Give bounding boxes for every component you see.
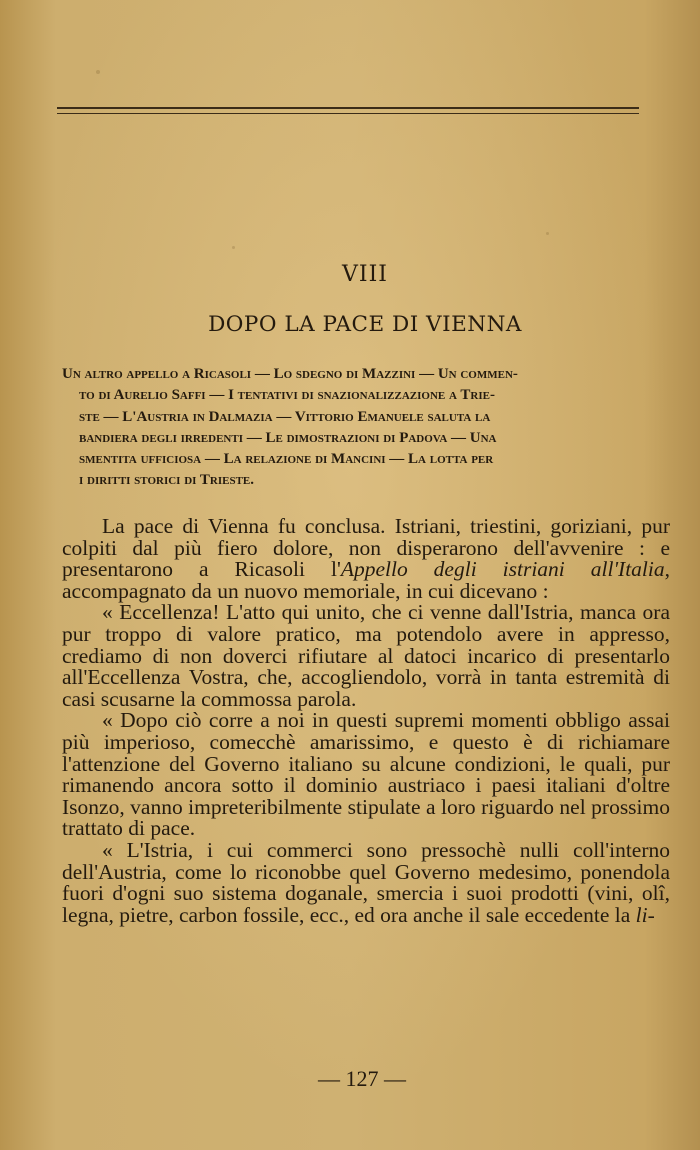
paper-spot	[232, 246, 235, 249]
summary-line: to di Aurelio Saffi — I tentativi di snazionalizzazione a Trie-	[79, 387, 495, 404]
paragraph-text: , accompagnato da un nuovo memoriale, in cui dicevano :	[62, 557, 670, 603]
italic-fragment: li-	[635, 902, 655, 927]
summary-line: ste — L'Austria in Dalmazia — Vittorio Emanuele saluta la	[79, 408, 491, 425]
summary-line: smentita ufficiosa — La relazione di Mancini — La lotta per	[79, 451, 494, 468]
paper-spot	[546, 232, 549, 235]
summary-line: bandiera degli irredenti — Le dimostrazioni di Padova — Una	[79, 429, 497, 446]
body-text	[62, 516, 670, 926]
italic-title: Appello degli istriani all'Italia	[340, 557, 665, 582]
paragraph: « Eccellenza! L'atto qui unito, che ci venne dall'Istria, manca ora pur troppo di valore pratico, ma potendolo avere in appresso, crediamo di non doverci rifiutare al datoci incarico di presentarlo all'Eccellenza Vostra, che, accogliendolo, vorrà in tanta estremità di casi scusarne la commossa parola.	[62, 600, 670, 711]
paragraph-text: « L'Istria, i cui commerci sono pressochè nulli coll'interno dell'Austria, come lo riconobbe quel Governo medesimo, ponendola fuori d'ogni suo sistema doganale, smercia i suoi prodotti (vini, olî, legna, pietre, carbon fossile, ecc., ed ora anche il sale eccedente la	[62, 837, 670, 927]
page-number: — 127 —	[318, 1066, 406, 1091]
paragraph	[62, 516, 670, 602]
paragraph	[62, 837, 670, 927]
header-rule	[57, 107, 639, 109]
chapter-title: DOPO LA PACE DI VIENNA	[208, 312, 522, 337]
chapter-number: VIII	[342, 262, 388, 287]
paragraph-text: La pace di Vienna fu conclusa. Istriani, triestini, goriziani, pur colpiti dal più fiero dolore, non disperarono dell'avvenire : e presentarono a Ricasoli l'	[62, 514, 670, 582]
paragraph: « Dopo ciò corre a noi in questi supremi momenti obbligo assai più imperioso, comecchè amarissimo, e questo è di richiamare l'attenzione del Governo italiano su alcune condizioni, le quali, pur rimanendo ancora sotto il dominio austriaco i paesi italiani d'oltre Isonzo, vanno impreteribilmente stipulate a loro riguardo nel prossimo trattato di pace.	[62, 708, 670, 841]
summary-line: i diritti storici di Trieste.	[79, 472, 255, 489]
summary-line: Un altro appello a Ricasoli — Lo sdegno di Mazzini — Un commen-	[62, 366, 518, 382]
chapter-summary	[62, 364, 668, 492]
paper-spot	[96, 70, 100, 74]
header-rule-thin	[57, 113, 639, 114]
